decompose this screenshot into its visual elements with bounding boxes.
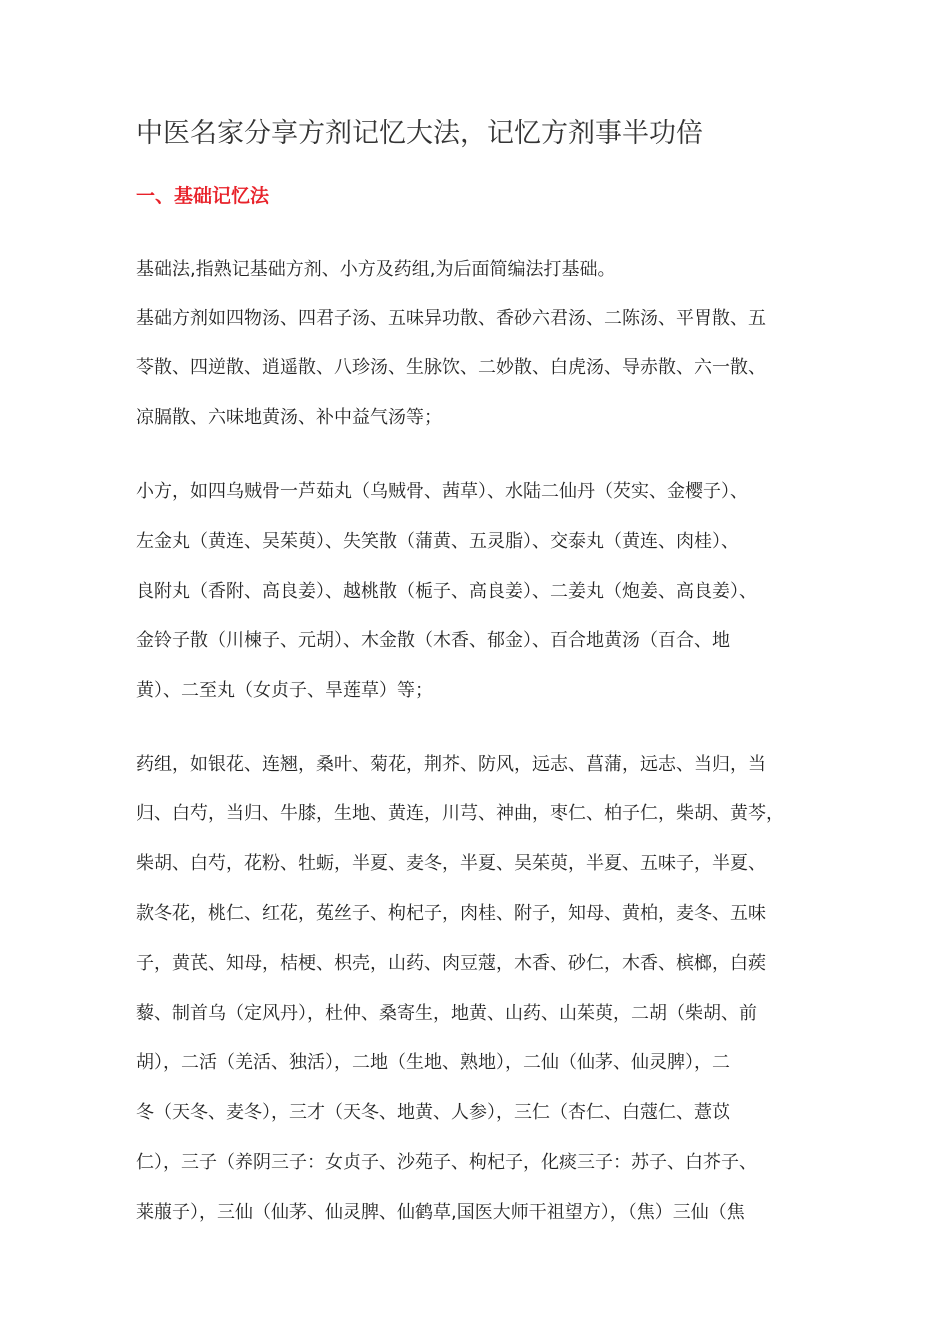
paragraph-line: 子，黄芪、知母，桔梗、枳壳，山药、肉豆蔻，木香、砂仁，木香、槟榔，白蒺	[136, 953, 766, 974]
paragraph-line: 基础法,指熟记基础方剂、小方及药组,为后面简编法打基础。	[136, 259, 616, 280]
paragraph-line: 左金丸（黄连、吴茱萸）、失笑散（蒲黄、五灵脂）、交泰丸（黄连、肉桂）、	[136, 531, 739, 552]
paragraph-line: 苓散、四逆散、逍遥散、八珍汤、生脉饮、二妙散、白虎汤、导赤散、六一散、	[136, 357, 766, 378]
document-title: 中医名家分享方剂记忆大法，记忆方剂事半功倍	[136, 118, 703, 149]
paragraph-line: 柴胡、白芍，花粉、牡蛎，半夏、麦冬，半夏、吴茱萸，半夏、五味子，半夏、	[136, 853, 766, 874]
section-heading: 一、基础记忆法	[136, 185, 270, 207]
paragraph-line: 归、白芍，当归、牛膝，生地、黄连，川芎、神曲，枣仁、柏子仁，柴胡、黄芩，	[136, 803, 784, 824]
paragraph-line: 金铃子散（川楝子、元胡）、木金散（木香、郁金）、百合地黄汤（百合、地	[136, 630, 730, 651]
paragraph-line: 款冬花，桃仁、红花，菟丝子、枸杞子，肉桂、附子，知母、黄柏，麦冬、五味	[136, 903, 766, 924]
paragraph-line: 黄）、二至丸（女贞子、旱莲草）等；	[136, 680, 433, 701]
paragraph-line: 药组，如银花、连翘，桑叶、菊花，荆芥、防风，远志、菖蒲，远志、当归，当	[136, 754, 766, 775]
paragraph-line: 冬（天冬、麦冬），三才（天冬、地黄、人参），三仁（杏仁、白蔻仁、薏苡	[136, 1102, 730, 1123]
paragraph-line: 藜、制首乌（定风丹），杜仲、桑寄生，地黄、山药、山茱萸，二胡（柴胡、前	[136, 1003, 757, 1024]
paragraph-line: 良附丸（香附、高良姜）、越桃散（栀子、高良姜）、二姜丸（炮姜、高良姜）、	[136, 581, 757, 602]
paragraph-line: 莱菔子），三仙（仙茅、仙灵脾、仙鹤草,国医大师干祖望方），（焦）三仙（焦	[136, 1202, 745, 1223]
paragraph-line: 基础方剂如四物汤、四君子汤、五味异功散、香砂六君汤、二陈汤、平胃散、五	[136, 308, 766, 329]
paragraph-line: 仁），三子（养阴三子：女贞子、沙苑子、枸杞子，化痰三子：苏子、白芥子、	[136, 1152, 757, 1173]
paragraph-line: 凉膈散、六味地黄汤、补中益气汤等；	[136, 407, 442, 428]
paragraph-line: 胡），二活（羌活、独活），二地（生地、熟地），二仙（仙茅、仙灵脾），二	[136, 1052, 730, 1073]
paragraph-line: 小方，如四乌贼骨一芦茹丸（乌贼骨、茜草）、水陆二仙丹（芡实、金樱子）、	[136, 481, 748, 502]
